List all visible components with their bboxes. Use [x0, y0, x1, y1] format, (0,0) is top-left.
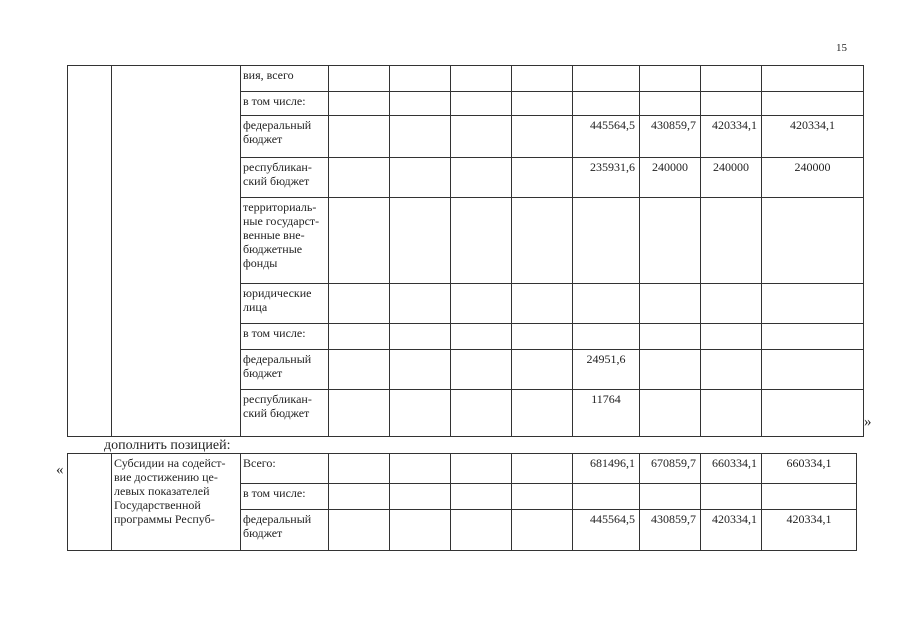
row-label: вия, всего	[241, 66, 329, 92]
value-cell: 445564,5	[573, 116, 640, 158]
value-cell: 420334,1	[762, 116, 864, 158]
value-cell	[640, 284, 701, 324]
value-cell: 240000	[762, 158, 864, 198]
value-cell	[701, 350, 762, 390]
value-cell: 235931,6	[573, 158, 640, 198]
value-cell	[701, 324, 762, 350]
value-cell	[640, 390, 701, 437]
empty-cell	[112, 66, 241, 437]
row-label: федеральный бюджет	[241, 510, 329, 551]
value-cell	[640, 92, 701, 116]
closing-quote: »	[864, 414, 872, 430]
value-cell: 240000	[640, 158, 701, 198]
row-label: республикан-ский бюджет	[241, 158, 329, 198]
budget-table-continued	[67, 65, 864, 437]
subsidy-description: Субсидии на содейст-вие достижению це-левых показателей Государственной программы Респуб-	[112, 454, 241, 551]
row-label: республикан-ский бюджет	[241, 390, 329, 437]
value-cell: 240000	[701, 158, 762, 198]
value-cell	[573, 198, 640, 284]
row-label: в том числе:	[241, 324, 329, 350]
row-label: Всего:	[241, 454, 329, 484]
value-cell	[640, 350, 701, 390]
value-cell	[573, 324, 640, 350]
value-cell: 445564,5	[573, 510, 640, 551]
add-position-heading: дополнить позицией:	[104, 438, 231, 453]
value-cell: 420334,1	[701, 510, 762, 551]
value-cell	[762, 284, 864, 324]
value-cell	[701, 484, 762, 510]
table-row	[68, 66, 864, 92]
value-cell	[701, 390, 762, 437]
empty-cell	[68, 66, 112, 437]
row-label: федеральный бюджет	[241, 350, 329, 390]
opening-quote: «	[56, 462, 64, 478]
value-cell	[762, 198, 864, 284]
value-cell: 420334,1	[762, 510, 857, 551]
value-cell: 681496,1	[573, 454, 640, 484]
value-cell	[762, 92, 864, 116]
table-row	[68, 454, 857, 484]
value-cell	[573, 484, 640, 510]
value-cell: 660334,1	[762, 454, 857, 484]
value-cell	[762, 350, 864, 390]
value-cell	[701, 284, 762, 324]
row-label: юридические лица	[241, 284, 329, 324]
value-cell	[701, 66, 762, 92]
value-cell	[701, 198, 762, 284]
value-cell: 670859,7	[640, 454, 701, 484]
value-cell	[640, 484, 701, 510]
value-cell	[762, 66, 864, 92]
value-cell: 24951,6	[573, 350, 640, 390]
value-cell	[573, 92, 640, 116]
value-cell: 430859,7	[640, 116, 701, 158]
value-cell	[762, 390, 864, 437]
row-label: федеральный бюджет	[241, 116, 329, 158]
row-label: территориаль-ные государст-венные вне-бюджетные фонды	[241, 198, 329, 284]
empty-cell	[68, 454, 112, 551]
value-cell	[573, 66, 640, 92]
value-cell: 430859,7	[640, 510, 701, 551]
value-cell	[762, 484, 857, 510]
value-cell: 420334,1	[701, 116, 762, 158]
value-cell	[640, 66, 701, 92]
value-cell	[640, 198, 701, 284]
value-cell	[762, 324, 864, 350]
page-number: 15	[836, 42, 847, 54]
value-cell: 660334,1	[701, 454, 762, 484]
value-cell	[573, 284, 640, 324]
value-cell: 11764	[573, 390, 640, 437]
row-label: в том числе:	[241, 484, 329, 510]
value-cell	[701, 92, 762, 116]
value-cell	[640, 324, 701, 350]
subsidy-table	[67, 453, 857, 551]
row-label: в том числе:	[241, 92, 329, 116]
